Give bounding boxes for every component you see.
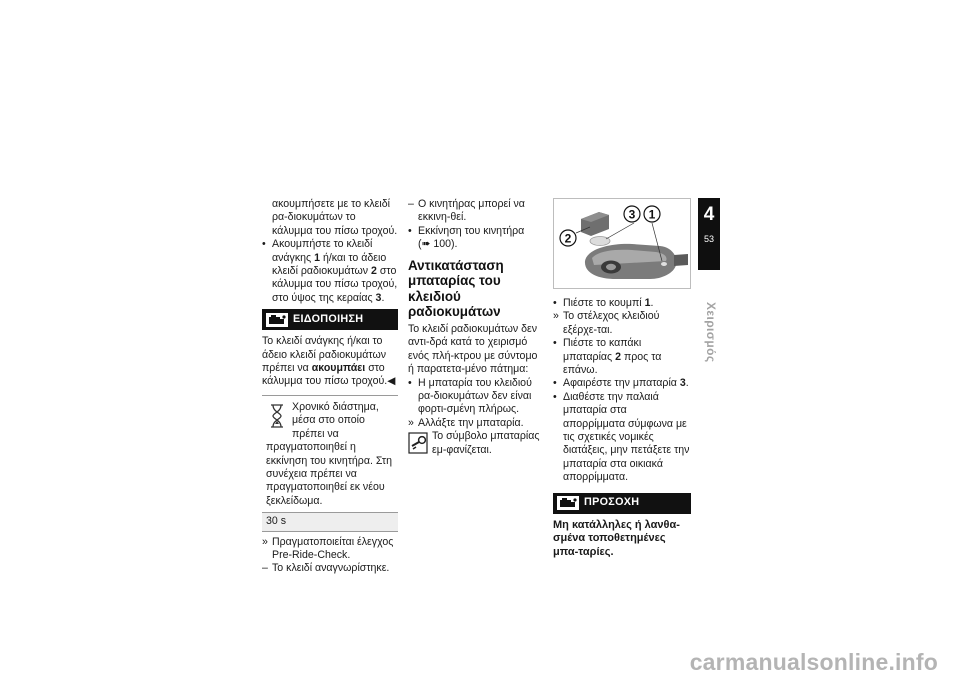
text: προς τα επάνω. bbox=[563, 350, 662, 377]
text: Το στέλεχος κλειδιού εξέρχε-ται. bbox=[563, 310, 660, 336]
text: Πραγματοποιείται έλεγχος Pre-Ride-Check. bbox=[272, 535, 394, 561]
text: Ο κινητήρας μπορεί να εκκινη-θεί. bbox=[418, 198, 525, 224]
text: . bbox=[650, 297, 654, 309]
notice-title: ΕΙΔΟΠΟΙΗΣΗ bbox=[293, 313, 364, 326]
page-number: 53 bbox=[703, 234, 714, 244]
ref-number: 1 bbox=[314, 251, 320, 264]
text: Πιέστε το κουμπί bbox=[563, 297, 645, 309]
column-1 bbox=[262, 198, 398, 576]
result-marker: » bbox=[553, 310, 559, 323]
info-box-time: 30 s bbox=[262, 512, 398, 530]
notice-text bbox=[262, 335, 398, 389]
hourglass-icon bbox=[266, 403, 288, 429]
chapter-title: Χειρισμός bbox=[704, 302, 718, 363]
text: Εκκίνηση του κινητήρα bbox=[418, 224, 525, 237]
chapter-tab bbox=[698, 198, 720, 270]
battery-coin-shape bbox=[590, 237, 610, 246]
list-item-result bbox=[553, 310, 691, 337]
bullet-marker: • bbox=[553, 297, 557, 309]
column-2 bbox=[408, 198, 546, 457]
text: Η μπαταρία του κλειδιού ρα-διοκυμάτων δεν είναι φορτι-σμένη πλήρως. bbox=[418, 376, 532, 416]
bullet-marker: • bbox=[553, 337, 557, 350]
text: στο κάλυμμα του πίσω τροχού. bbox=[262, 362, 388, 388]
dash-marker: – bbox=[408, 198, 414, 210]
emphasis: ακουμπάει bbox=[311, 362, 366, 375]
callout-2-label: 2 bbox=[564, 231, 572, 246]
battery-key-icon bbox=[408, 432, 428, 454]
result-marker: » bbox=[408, 416, 414, 429]
list-item-bullet bbox=[408, 225, 546, 252]
list-item-bullet bbox=[553, 297, 691, 310]
list-item-dash bbox=[262, 562, 398, 575]
chapter-number: 4 bbox=[703, 204, 715, 225]
key-button-shape bbox=[661, 262, 667, 266]
watermark: carmanualsonline.info bbox=[689, 648, 938, 675]
list-item-bullet bbox=[262, 238, 398, 305]
key-battery-figure bbox=[553, 198, 691, 289]
text: . bbox=[381, 291, 385, 304]
notice-banner bbox=[262, 309, 398, 330]
text: Το κλειδί αναγνωρίστηκε. bbox=[272, 562, 390, 575]
warning-symbol-icon bbox=[557, 496, 579, 510]
text: Ακουμπήστε το κλειδί ανάγκης bbox=[272, 238, 373, 264]
column-3 bbox=[553, 297, 691, 559]
ref-number: 3 bbox=[679, 377, 686, 390]
end-mark: ◀ bbox=[387, 375, 396, 388]
key-illustration bbox=[554, 199, 690, 288]
text: Το κλειδί ανάγκης ή/και το άδειο κλειδί ραδιοκυμάτων πρέπει να bbox=[262, 335, 387, 375]
list-item-bullet bbox=[553, 377, 691, 390]
caution-banner bbox=[553, 493, 691, 514]
callout-3-label: 3 bbox=[628, 207, 636, 222]
info-box-text: Χρονικό διάστημα, μέσα στο οποίο πρέπει να πραγματοποιηθεί η εκκίνηση του κινητήρα. Στη συνέχεια πρέπει να πραγματοποιηθεί εκ νέου ξεκλείδωμα. bbox=[266, 400, 392, 507]
list-item-dash bbox=[408, 198, 546, 225]
intro-text: Το κλειδί ραδιοκυμάτων δεν αντι-δρά κατά το χειρισμό ενός πλή-κτρου με σύντομο ή παρατετα-μένο πάτημα: bbox=[408, 323, 538, 376]
ref-number: 2 bbox=[371, 265, 377, 278]
caution-heading: Μη κατάλληλες ή λανθα-σμένα τοποθετημένες μπα-ταρίες. bbox=[553, 518, 680, 558]
result-marker: » bbox=[262, 535, 268, 548]
ref-number: 3 bbox=[375, 291, 382, 304]
caution-title: ΠΡΟΣΟΧΗ bbox=[584, 496, 640, 509]
symbol-note bbox=[408, 430, 546, 457]
text: Διαθέστε την παλαιά μπαταρία στα απορρίμματα σύμφωνα με τις σχετικές νομικές διατάξεις, μην πετάξετε την μπαταρία στα οικιακά απορρίμματα. bbox=[563, 390, 690, 484]
bullet-marker: • bbox=[553, 377, 557, 390]
paragraph-continue: ακουμπήσετε με το κλειδί ρα-διοκυμάτων το κάλυμμα του πίσω τροχού. bbox=[272, 198, 398, 237]
ref-number: 1 bbox=[644, 297, 651, 309]
bullet-marker: • bbox=[408, 224, 412, 237]
text: στο κάλυμμα του πίσω τροχού, στο ύψος της κεραίας bbox=[272, 265, 398, 304]
list-item-bullet bbox=[553, 337, 691, 377]
warning-symbol-icon bbox=[266, 313, 288, 327]
bullet-marker: • bbox=[262, 238, 266, 251]
list-item-bullet bbox=[408, 377, 546, 417]
list-item-bullet bbox=[553, 391, 691, 485]
text: Αλλάξτε την μπαταρία. bbox=[418, 416, 524, 429]
leader-line-3 bbox=[606, 223, 634, 239]
info-box bbox=[262, 395, 398, 532]
key-ring-inner bbox=[606, 264, 616, 270]
bullet-marker: • bbox=[408, 376, 412, 389]
section-heading: Αντικατάσταση μπαταρίας του κλειδιού ραδιοκυμάτων bbox=[408, 257, 504, 320]
bullet-marker: • bbox=[553, 390, 557, 403]
list-item-result bbox=[408, 417, 546, 430]
page-reference: (➠ 100). bbox=[418, 238, 458, 251]
ref-number: 2 bbox=[615, 350, 622, 363]
text: . bbox=[685, 377, 689, 390]
symbol-note-text: Το σύμβολο μπαταρίας εμ-φανίζεται. bbox=[432, 430, 540, 456]
text: Πιέστε το καπάκι μπαταρίας bbox=[563, 337, 642, 363]
text: Αφαιρέστε την μπαταρία bbox=[563, 377, 680, 390]
dash-marker: – bbox=[262, 562, 268, 575]
callout-1-label: 1 bbox=[648, 207, 656, 222]
text: ή/και το άδειο κλειδί ραδιοκυμάτων bbox=[272, 251, 387, 278]
key-blade-shape bbox=[674, 254, 688, 266]
list-item-result bbox=[262, 536, 398, 563]
